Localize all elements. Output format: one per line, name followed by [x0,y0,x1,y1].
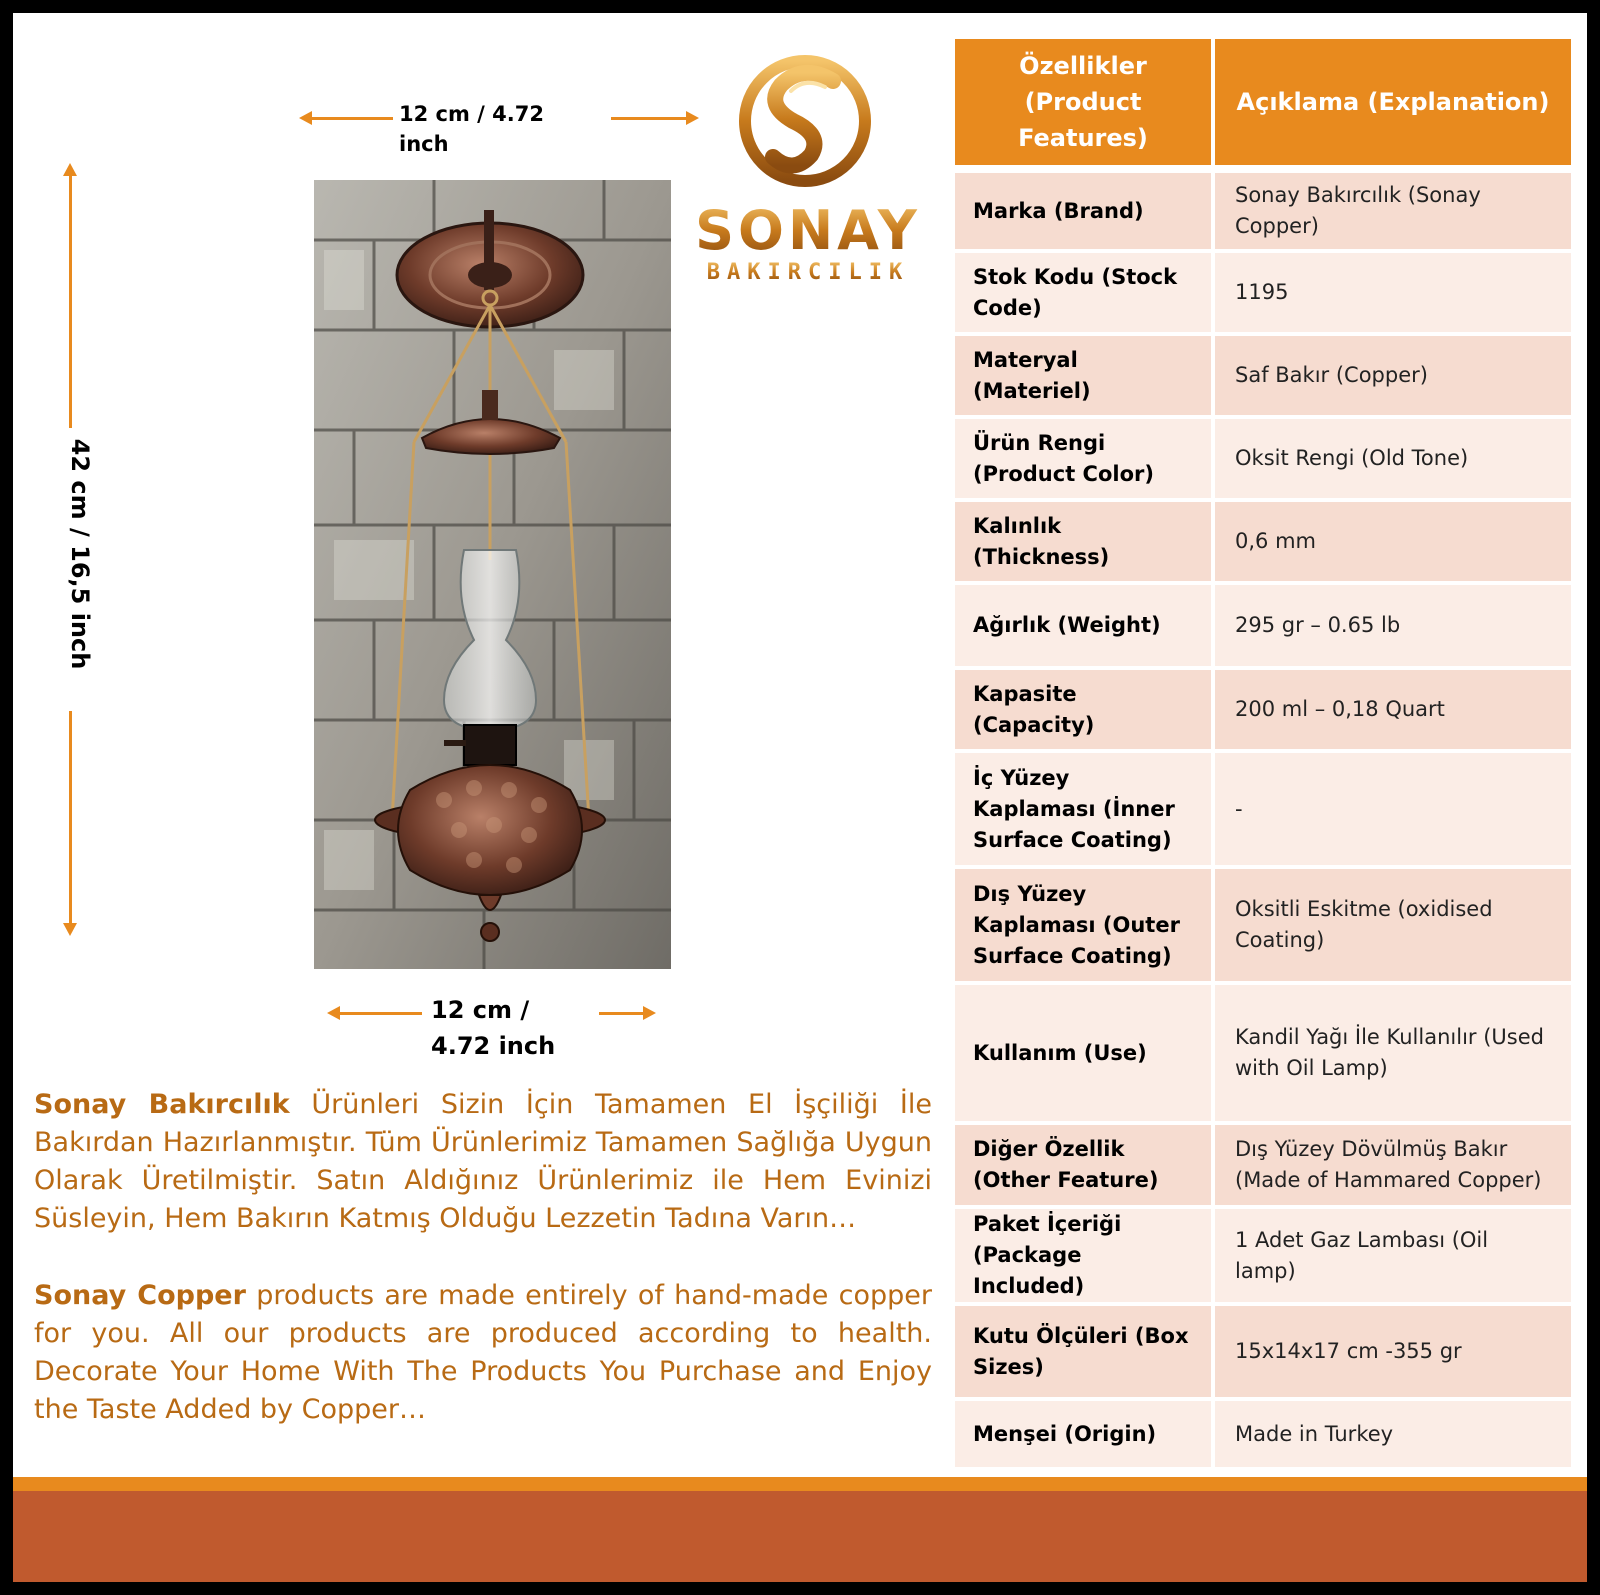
height-arrow-up [69,175,72,428]
value-cell: Dış Yüzey Dövülmüş Bakır (Made of Hammared Copper) [1215,1125,1571,1209]
feature-cell: Stok Kodu (Stock Code) [955,253,1215,336]
table-row [955,1401,1571,1471]
table-row [955,1306,1571,1401]
table-row [955,336,1571,419]
description-turkish [34,1086,932,1238]
feature-cell: Materyal (Materiel) [955,336,1215,419]
value-cell: Saf Bakır (Copper) [1215,336,1571,419]
table-row [955,985,1571,1125]
top-width-label: 12 cm / 4.72 inch [399,102,544,156]
value-cell: Made in Turkey [1215,1401,1571,1471]
value-cell: - [1215,753,1571,869]
specification-table [955,39,1571,1471]
sonay-logo [693,43,923,293]
table-row [955,670,1571,753]
table-row [955,173,1571,253]
feature-cell: Paket İçeriği (Package Included) [955,1209,1215,1306]
value-cell: 1195 [1215,253,1571,336]
header-features: Özellikler (Product Features) [955,39,1215,173]
logo-subtitle: BAKIRCILIK [706,260,910,285]
footer-band [13,1491,1587,1582]
feature-cell: Diğer Özellik (Other Feature) [955,1125,1215,1209]
table-row [955,419,1571,502]
product-sheet [13,13,1587,1582]
logo-wordmark: SONAY [695,199,921,262]
bottom-width-label-line1: 12 cm / [431,996,530,1024]
table-row [955,1209,1571,1306]
description-english [34,1277,932,1429]
value-cell: Oksitli Eskitme (oxidised Coating) [1215,869,1571,985]
height-label: 42 cm / 16,5 inch [66,438,94,670]
description-english-text: products are made entirely of hand-made copper for you. All our products are produced according to health. Decorate Your Home With The Products You Purchase and Enjoy the Taste Added by Copper… [34,1280,932,1425]
table-row [955,869,1571,985]
table-row [955,1125,1571,1209]
top-width-arrow-left [311,117,393,120]
feature-cell: Dış Yüzey Kaplaması (Outer Surface Coating) [955,869,1215,985]
table-row [955,502,1571,585]
oil-lamp-illustration [314,180,671,969]
value-cell: Oksit Rengi (Old Tone) [1215,419,1571,502]
feature-cell: Kapasite (Capacity) [955,670,1215,753]
description-turkish-brand: Sonay Bakırcılık [34,1089,290,1120]
bottom-width-label-line2: 4.72 inch [431,1032,556,1060]
table-row [955,585,1571,670]
bottom-width-arrow-left [339,1012,422,1015]
height-arrow-down [69,711,72,924]
value-cell: Kandil Yağı İle Kullanılır (Used with Oil Lamp) [1215,985,1571,1125]
value-cell: 200 ml – 0,18 Quart [1215,670,1571,753]
header-explanation: Açıklama (Explanation) [1215,39,1571,173]
feature-cell: Ağırlık (Weight) [955,585,1215,670]
feature-cell: Menşei (Origin) [955,1401,1215,1471]
table-row [955,253,1571,336]
value-cell: Sonay Bakırcılık (Sonay Copper) [1215,173,1571,253]
value-cell: 1 Adet Gaz Lambası (Oil lamp) [1215,1209,1571,1306]
value-cell: 295 gr – 0.65 lb [1215,585,1571,670]
product-photo [314,180,671,969]
feature-cell: Marka (Brand) [955,173,1215,253]
footer-accent-line [13,1477,1587,1491]
feature-cell: Kalınlık (Thickness) [955,502,1215,585]
feature-cell: Ürün Rengi (Product Color) [955,419,1215,502]
description-english-brand: Sonay Copper [34,1280,246,1311]
feature-cell: İç Yüzey Kaplaması (İnner Surface Coating) [955,753,1215,869]
feature-cell: Kutu Ölçüleri (Box Sizes) [955,1306,1215,1401]
value-cell: 15x14x17 cm -355 gr [1215,1306,1571,1401]
table-row [955,753,1571,869]
bottom-width-arrow-right [599,1012,644,1015]
feature-cell: Kullanım (Use) [955,985,1215,1125]
value-cell: 0,6 mm [1215,502,1571,585]
description-turkish-text: Ürünleri Sizin İçin Tamamen El İşçiliği İle Bakırdan Hazırlanmıştır. Tüm Ürünlerimiz Tamamen Sağlığa Uygun Olarak Üretilmiştir. Satın Aldığınız Ürünlerimiz ile Hem Evinizi Süsleyin, Hem Bakırın Katmış Olduğu Lezzetin Tadına Varın… [34,1089,932,1234]
top-width-arrow-right [611,117,687,120]
